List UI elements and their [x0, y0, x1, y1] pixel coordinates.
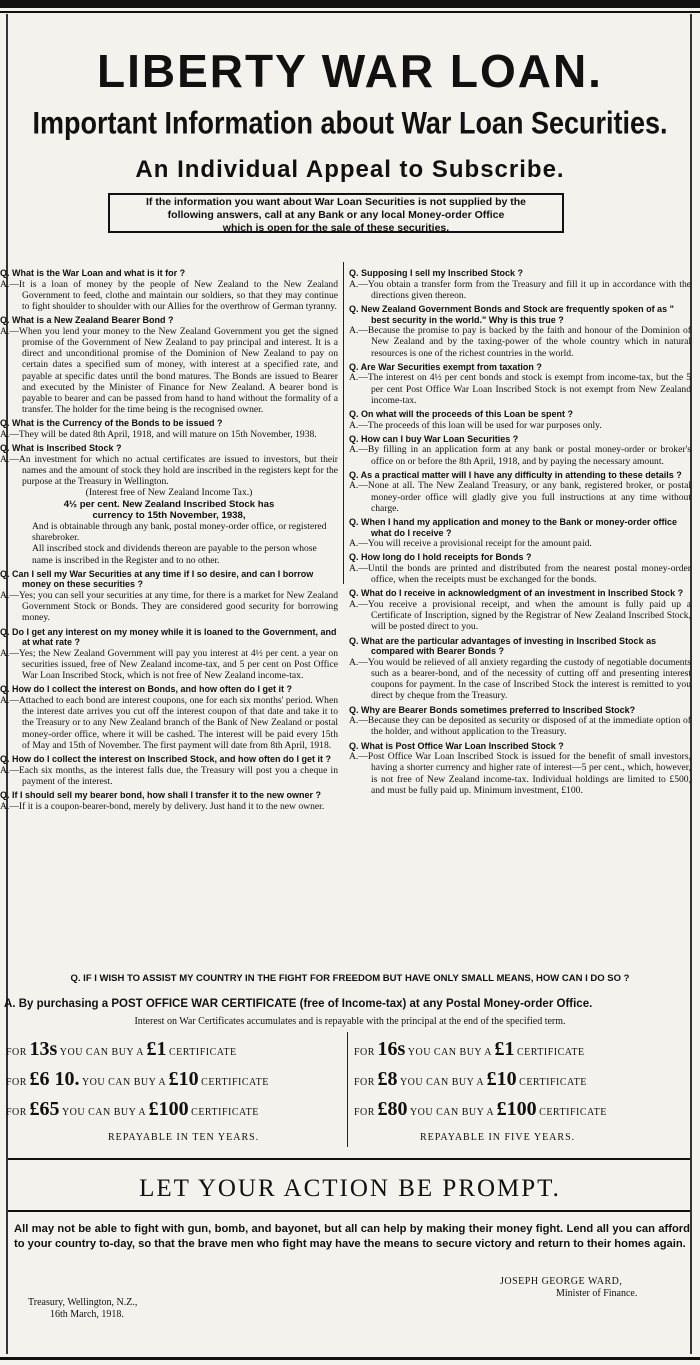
notice-box: [108, 193, 564, 233]
repay-five-years: REPAYABLE IN FIVE YEARS.: [420, 1132, 576, 1143]
faq-answer: A.—You receive a provisional receipt, and when the amount is fully paid up a Certificate of Inscription, signed by the Registrar of New Zealand Inscribed Stock, will be posted direct to you.: [349, 598, 691, 633]
certificate-value: £100: [496, 1098, 537, 1120]
place-date: [28, 1297, 137, 1320]
certificate-price: 16s: [377, 1038, 406, 1060]
certificate-row: [354, 1068, 587, 1091]
section-rule: [8, 1210, 690, 1212]
certificate-row: [354, 1038, 585, 1061]
faq-answer: A.—If it is a coupon-bearer-bond, merely by delivery. Just hand it to the new owner.: [0, 800, 325, 812]
faq-answer: A.—You will receive a provisional receipt for the amount paid.: [349, 538, 592, 550]
date-line: 16th March, 1918.: [50, 1308, 124, 1320]
faq-question: Q. What is a New Zealand Bearer Bond ?: [0, 315, 174, 326]
certificate-answer: A. By purchasing a POST OFFICE WAR CERTIFICATE (free of Income-tax) at any Postal Money-order Office.: [4, 998, 593, 1010]
faq-answer: A.—They will be dated 8th April, 1918, and will mature on 15th November, 1938.: [0, 429, 317, 441]
certificate-interest-note: Interest on War Certificates accumulates and is repayable with the principal at the end of the specified term.: [134, 1016, 566, 1027]
certificate-value: £1: [146, 1038, 167, 1060]
for-label: FOR: [354, 1047, 375, 1058]
faq-answer: A.—Post Office War Loan Inscribed Stock is issued for the benefit of small investors, having a shorter currency and higher rate of interest—5 per cent., which, however, is not free of New Zealand income-tax. Individual holdings are limited to £500, and must be fully paid up. Minimum investment, £100.: [349, 751, 691, 796]
certificate-row: [354, 1098, 607, 1121]
faq-left-column: [0, 265, 338, 812]
faq-question: Q. As a practical matter will I have any difficulty in attending to these details ?: [349, 469, 682, 480]
faq-question: Q. On what will the proceeds of this Loan be spent ?: [349, 409, 574, 419]
place-line: Treasury, Wellington, N.Z.,: [28, 1297, 138, 1308]
faq-answer: A.—The interest on 4½ per cent bonds and stock is exempt from income-tax, but the 5 per cent Post Office War Loan Inscribed Stock is not exempt from New Zealand income-tax.: [349, 372, 691, 406]
certificate-value: £1: [494, 1038, 515, 1060]
page-title: LIBERTY WAR LOAN.: [97, 45, 603, 97]
certificate-label: CERTIFICATE: [168, 1047, 237, 1058]
faq-question: Q. How can I buy War Loan Securities ?: [349, 433, 519, 444]
faq-question: Q. Are War Securities exempt from taxation ?: [349, 361, 542, 372]
faq-question: Q. Why are Bearer Bonds sometimes preferred to Inscribed Stock?: [349, 704, 636, 715]
faq-question: Q. What is Inscribed Stock ?: [0, 443, 122, 454]
certificate-row: [6, 1098, 259, 1121]
faq-answer: A.—Because the promise to pay is backed by the faith and honour of the Dominion of New Zealand and by the taxing-power of the whole country which in natural resources is one of the richest countries in the world.: [349, 325, 691, 359]
faq-question: Q. If I should sell my bearer bond, how shall I transfer it to the new owner ?: [0, 790, 322, 801]
can-buy-label: YOU CAN BUY A: [81, 1077, 167, 1088]
certificate-price: 13s: [29, 1038, 58, 1060]
for-label: FOR: [6, 1077, 27, 1088]
faq-answer: A.—You obtain a transfer form from the Treasury and fill it up in accordance with the directions given thereon.: [349, 278, 691, 301]
faq-question: Q. What is Post Office War Loan Inscribed Stock ?: [349, 740, 564, 751]
can-buy-label: YOU CAN BUY A: [59, 1047, 144, 1058]
can-buy-label: YOU CAN BUY A: [61, 1107, 147, 1118]
stock-rate-line: 4½ per cent. New Zealand Inscribed Stock has: [63, 498, 275, 510]
certificate-divider: [347, 1032, 348, 1147]
stock-currency-line: currency to 15th November, 1938,: [92, 509, 246, 521]
certificate-value: £10: [168, 1068, 199, 1090]
faq-question: Q. How do I collect the interest on Inscribed Stock, and how often do I get it ?: [0, 754, 332, 765]
faq-answer: A.—Attached to each bond are interest coupons, one for each six months' period. When the interest date arrives you cut off the interest coupon of that date and take it to the Treasury or to any New Zealand branch of the Bank of New Zealand or postal money-order office, where it will be cashed. The interest will be paid every 15th of May and 15th of November. The first payment will date from 8th April, 1918.: [0, 695, 338, 751]
faq-answer: A.—You would be relieved of all anxiety regarding the custody of negotiable documents such as a bearer-bond, and of the necessity of cutting off and presenting interest coupons for payment. In the case of Inscribed Stock the interest is remitted to you direct by cheque from the Treasury.: [349, 656, 691, 702]
faq-question: Q. New Zealand Government Bonds and Stock are frequently spoken of as " best security in the world." Why is this true ?: [349, 304, 674, 325]
for-label: FOR: [6, 1107, 27, 1118]
top-border: [0, 0, 700, 8]
for-label: FOR: [354, 1077, 375, 1088]
certificate-price: £8: [377, 1068, 398, 1090]
page-subtitle: Important Information about War Loan Securities.: [32, 105, 668, 141]
faq-answer: A.—None at all. The New Zealand Treasury, or any bank, registered broker, or postal money-order office will gladly give you full instructions at any time without charge.: [349, 480, 691, 514]
closing-appeal: All may not be able to fight with gun, bomb, and bayonet, but all can help by making their money fight. Lend all you can afford to your country to-day, so that the brave men who fight may have the means to secure victory and return to their homes again.: [14, 1223, 690, 1250]
faq-question: Q. What do I receive in acknowledgment of an investment in Inscribed Stock ?: [349, 588, 684, 599]
for-label: FOR: [354, 1107, 375, 1118]
certificate-value: £100: [148, 1098, 189, 1120]
certificate-row: [6, 1038, 237, 1061]
faq-answer: A.—It is a loan of money by the people of New Zealand to the New Zealand Government to feed, clothe and maintain our soldiers, so that they may continue to fight shoulder to shoulder with our Allies for the overthrow of German tyranny.: [0, 278, 338, 312]
can-buy-label: YOU CAN BUY A: [409, 1107, 495, 1118]
appeal-heading: An Individual Appeal to Subscribe.: [135, 156, 565, 183]
certificate-label: CERTIFICATE: [201, 1077, 269, 1088]
signatory-role: Minister of Finance.: [556, 1288, 638, 1299]
faq-answer: A.—An investment for which no actual certificates are issued to investors, but their names and the amount of stock they hold are inscribed in the registers kept for the purpose at the Treasury in Wellington.: [0, 453, 338, 488]
faq-answer: A.—By filling in an application form at any bank or postal money-order or broker's office on or before the 8th April, 1918, and by paying the necessary amount.: [349, 444, 691, 467]
notice-line: If the information you want about War Loan Securities is not supplied by the: [146, 196, 526, 208]
faq-answer: A.—Until the bonds are printed and distributed from the nearest postal money-order office, when the receipts must be exchanged for the bonds.: [349, 562, 691, 586]
faq-question: Q. Can I sell my War Securities at any time if I so desire, and can I borrow money on these securities ?: [0, 568, 314, 590]
faq-answer: A.—Yes; you can sell your securities at any time, for there is a market for New Zealand Government Stock or Bonds. They are considered good security for borrowing money.: [0, 590, 338, 624]
stock-obtain-note: And is obtainable through any bank, postal money-order office, or registered sharebroker.: [32, 521, 327, 544]
notice-line: following answers, call at any Bank or any local Money-order Office: [167, 209, 505, 221]
certificate-price: £80: [377, 1098, 408, 1120]
faq-answer: A.—When you lend your money to the New Zealand Government you get the signed promise of the Government of New Zealand to pay principal and interest. It is a direct and unconditional promise of the Dominion of New Zealand to pay on certain dates a specified sum of money, with interest at a specified rate, and payable at specific dates until the bond matures. The Bonds are issued to Bearer and executed by the Minister of Finance for New Zealand. A bearer bond is payable to bearer and can be passed from hand to hand without the formality of a transfer. The holder for the time being is the recognised owner.: [0, 325, 338, 416]
certificate-value: £10: [486, 1068, 517, 1090]
certificate-label: CERTIFICATE: [519, 1077, 587, 1088]
faq-question: Q. Supposing I sell my Inscribed Stock ?: [349, 268, 524, 278]
faq-question: Q. What are the particular advantages of investing in Inscribed Stock as compared with Bearer Bonds ?: [349, 635, 657, 657]
signatory-name: JOSEPH GEORGE WARD,: [500, 1276, 623, 1287]
column-divider: [343, 262, 344, 584]
notice-line: which is open for the sale of these securities.: [222, 222, 450, 234]
faq-question: Q. How do I collect the interest on Bonds, and how often do I get it ?: [0, 684, 292, 695]
faq-question: Q. How long do I hold receipts for Bonds ?: [349, 552, 532, 563]
can-buy-label: YOU CAN BUY A: [399, 1077, 485, 1088]
bottom-border: [0, 1357, 700, 1360]
certificate-row: [6, 1068, 269, 1091]
certificate-price: £65: [29, 1098, 60, 1120]
faq-question: Q. Do I get any interest on my money while it is loaned to the Government, and at what rate ?: [0, 626, 337, 648]
faq-question: Q. What is the War Loan and what is it for ?: [0, 268, 186, 278]
faq-answer: A.—The proceeds of this loan will be used for war purposes only.: [349, 419, 602, 431]
faq-question: Q. What is the Currency of the Bonds to be issued ?: [0, 418, 223, 429]
can-buy-label: YOU CAN BUY A: [407, 1047, 492, 1058]
faq-answer: A.—Yes; the New Zealand Government will pay you interest at 4½ per cent. a year on securities issued, free of New Zealand income-tax, and 5 per cent on Post Office War Loan Inscribed Stock, which is not free of New Zealand income-tax.: [0, 647, 338, 682]
repay-ten-years: REPAYABLE IN TEN YEARS.: [108, 1132, 260, 1143]
faq-answer: A.—Each six months, as the interest falls due, the Treasury will post you a cheque in payment of the interest.: [0, 764, 338, 787]
faq-answer: A.—Because they can be deposited as security or disposed of at the immediate option of the holder, and without application to the Treasury.: [349, 715, 691, 738]
faq-question: Q. When I hand my application and money to the Bank or money-order office what do I receive ?: [349, 517, 678, 538]
certificate-label: CERTIFICATE: [539, 1107, 607, 1118]
stock-payable-note: All inscribed stock and dividends thereon are payable to the person whose name is inscribed in the Register and to no other.: [32, 543, 317, 566]
certificate-question: Q. IF I WISH TO ASSIST MY COUNTRY IN THE FIGHT FOR FREEDOM BUT HAVE ONLY SMALL MEANS, HOW CAN I DO SO ?: [70, 973, 630, 984]
faq-right-column: [349, 265, 691, 796]
for-label: FOR: [6, 1047, 27, 1058]
certificate-label: CERTIFICATE: [191, 1107, 259, 1118]
top-border-thin: [0, 11, 700, 13]
tax-free-note: (Interest free of New Zealand Income Tax.): [85, 487, 253, 499]
prompt-heading: LET YOUR ACTION BE PROMPT.: [139, 1175, 561, 1202]
certificate-price: £6 10.: [29, 1068, 80, 1090]
certificate-label: CERTIFICATE: [516, 1047, 585, 1058]
section-rule: [8, 1158, 690, 1160]
